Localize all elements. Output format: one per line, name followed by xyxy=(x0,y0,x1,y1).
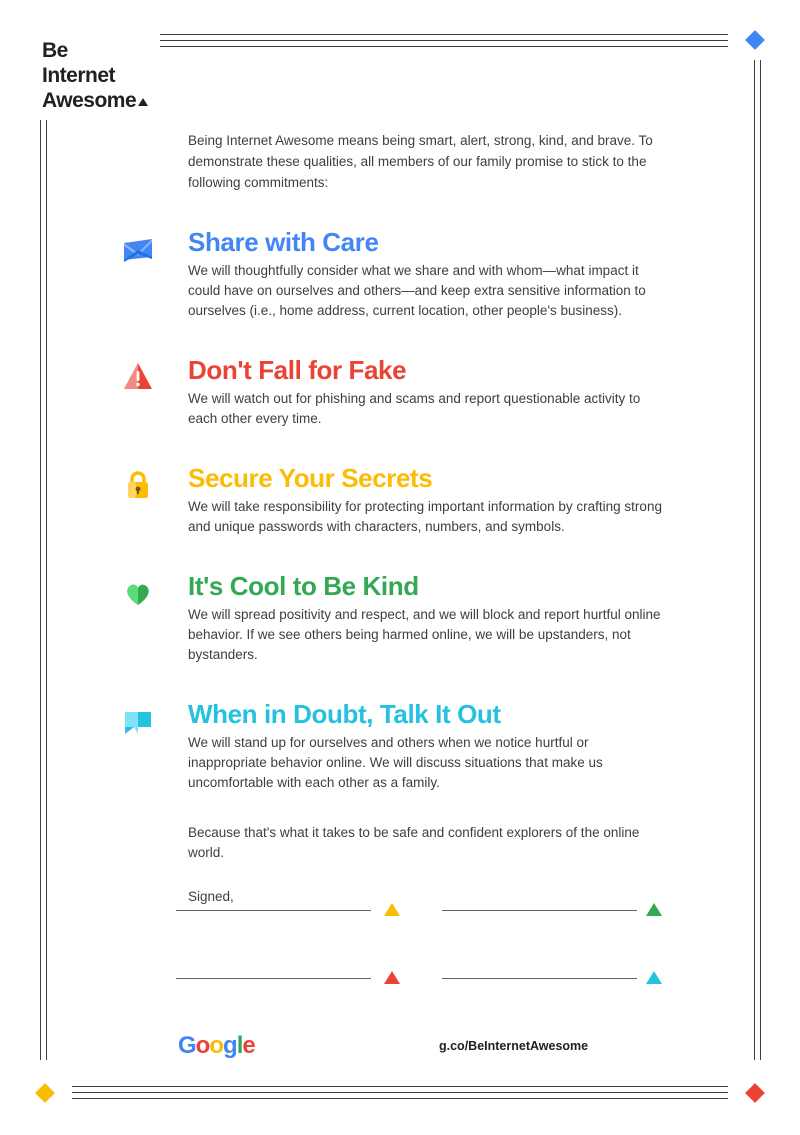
signature-line-4[interactable] xyxy=(442,978,637,979)
closing-paragraph: Because that's what it takes to be safe and confident explorers of the online world. xyxy=(188,825,640,860)
commitment-item xyxy=(188,227,668,321)
intro-paragraph: Being Internet Awesome means being smart, alert, strong, kind, and brave. To demonstrate these qualities, all members of our family promise to stick to the following commitments: xyxy=(188,133,653,190)
logo-line-2: Internet xyxy=(42,64,116,87)
left-frame-line-2 xyxy=(46,120,47,1060)
top-frame-line-1 xyxy=(160,34,728,35)
warning-triangle-icon xyxy=(118,357,158,397)
commitment-body: We will thoughtfully consider what we share and with whom—what impact it could have on ourselves and others—and keep extra sensitive information to ourselves (i.e., home address, current location, other people's business). xyxy=(188,263,646,318)
signature-marker-green-icon xyxy=(646,903,662,916)
commitment-body: We will spread positivity and respect, and we will block and report hurtful online behavior. If we see others being harmed online, we will be upstanders, not bystanders. xyxy=(188,607,661,662)
commitment-item xyxy=(188,355,668,429)
right-frame-line-1 xyxy=(754,60,755,1060)
commitment-heading: Don't Fall for Fake xyxy=(188,355,407,385)
commitment-item xyxy=(188,463,668,537)
google-letter-l: l xyxy=(236,1032,243,1059)
left-frame-line-1 xyxy=(40,120,41,1060)
top-frame-line-2 xyxy=(160,40,728,41)
google-letter-g: G xyxy=(178,1032,196,1059)
top-frame-line-3 xyxy=(160,46,728,47)
envelope-icon xyxy=(118,229,158,269)
signature-line-3[interactable] xyxy=(176,978,371,979)
right-frame-line-2 xyxy=(760,60,761,1060)
signature-marker-cyan-icon xyxy=(646,971,662,984)
commitment-heading: It's Cool to Be Kind xyxy=(188,571,419,601)
commitment-item xyxy=(188,699,668,793)
commitment-item xyxy=(188,571,668,665)
heart-icon xyxy=(118,573,158,613)
commitment-heading: When in Doubt, Talk It Out xyxy=(188,699,501,729)
diamond-marker-bottom-left xyxy=(35,1083,55,1103)
google-letter-o1: o xyxy=(195,1032,210,1059)
signature-marker-yellow-icon xyxy=(384,903,400,916)
speech-bubble-icon xyxy=(118,701,158,741)
google-letter-e: e xyxy=(242,1032,255,1059)
google-logo xyxy=(178,1032,255,1060)
bottom-frame-line-1 xyxy=(72,1086,728,1087)
google-letter-g2: g xyxy=(223,1032,237,1059)
bottom-frame-line-3 xyxy=(72,1098,728,1099)
padlock-icon xyxy=(118,465,158,505)
signed-label: Signed, xyxy=(188,889,234,904)
logo-triangle-icon xyxy=(138,98,148,106)
be-internet-awesome-logo xyxy=(42,38,172,113)
diamond-marker-top-right xyxy=(745,30,765,50)
logo-line-3: Awesome xyxy=(42,89,137,112)
google-letter-o2: o xyxy=(209,1032,224,1059)
diamond-marker-bottom-right xyxy=(745,1083,765,1103)
signature-line-1[interactable] xyxy=(176,910,371,911)
commitment-heading: Secure Your Secrets xyxy=(188,463,433,493)
signature-line-2[interactable] xyxy=(442,910,637,911)
commitment-body: We will take responsibility for protecting important information by crafting strong and unique passwords with characters, numbers, and symbols. xyxy=(188,499,662,534)
commitment-body: We will watch out for phishing and scams and report questionable activity to each other every time. xyxy=(188,391,641,426)
signature-area xyxy=(176,895,676,1005)
signature-marker-red-icon xyxy=(384,971,400,984)
bottom-frame-line-2 xyxy=(72,1092,728,1093)
commitment-body: We will stand up for ourselves and others when we notice hurtful or inappropriate behavior online. We will discuss situations that make us uncomfortable with each other as a family. xyxy=(188,735,603,790)
footer-url[interactable]: g.co/BeInternetAwesome xyxy=(439,1039,589,1053)
logo-line-1: Be xyxy=(42,39,68,62)
commitment-heading: Share with Care xyxy=(188,227,379,257)
pledge-body xyxy=(188,130,668,904)
